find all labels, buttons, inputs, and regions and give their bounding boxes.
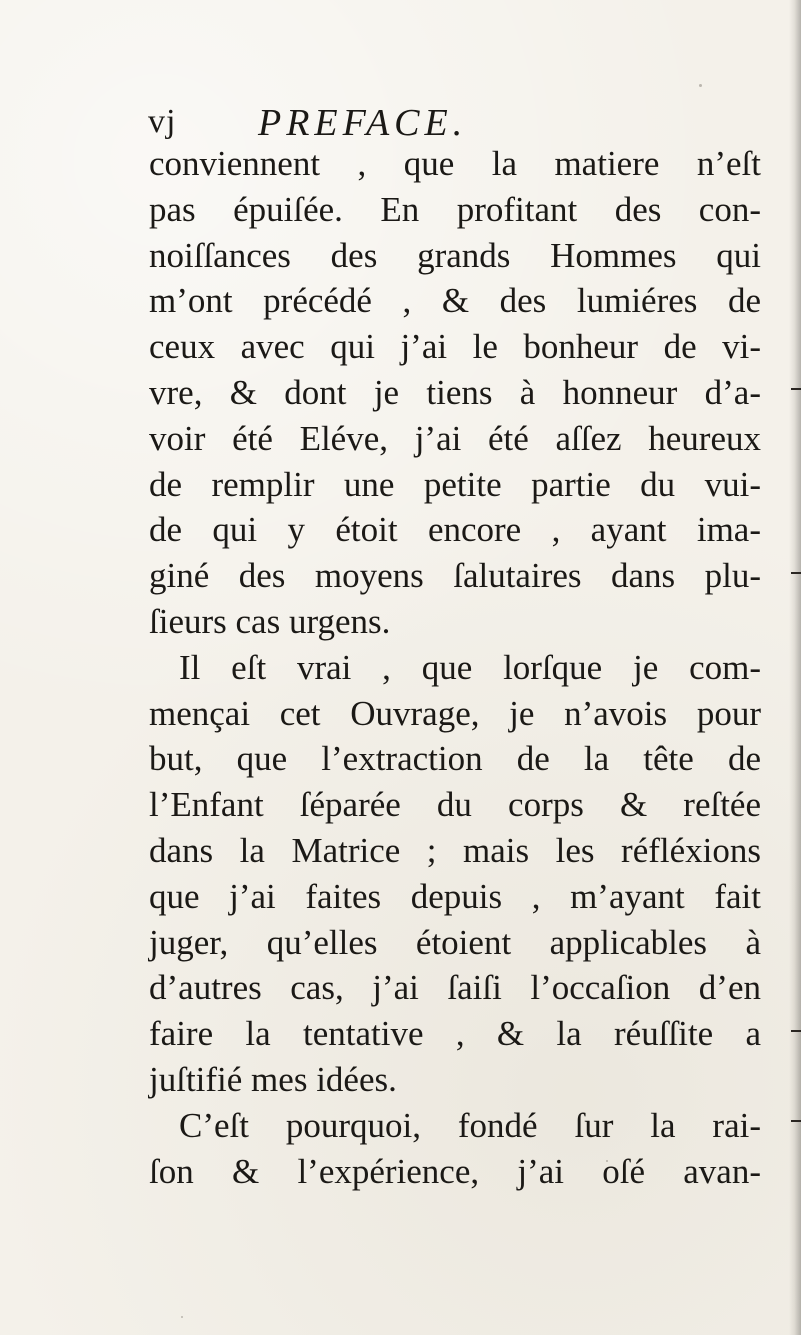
margin-mark xyxy=(791,1120,801,1122)
text-line: mençai cet Ouvrage, je n’avois pour xyxy=(149,693,761,733)
text-line: C’eſt pourquoi, fondé ſur la rai- xyxy=(179,1105,761,1145)
text-line: faire la tentative , & la réuſſite a xyxy=(149,1014,761,1054)
text-line: ceux avec qui j’ai le bonheur de vi- xyxy=(149,327,761,367)
text-line: conviennent , que la matiere n’eſt xyxy=(149,144,761,183)
text-line: voir été Eléve, j’ai été aſſez heureux xyxy=(149,418,761,458)
body-text xyxy=(149,141,761,1194)
text-line: l’Enfant ſéparée du corps & reſtée xyxy=(149,785,761,825)
text-line: de remplir une petite partie du vui- xyxy=(149,464,761,504)
text-line: juger, qu’elles étoient applicables à xyxy=(149,922,761,962)
text-line: d’autres cas, j’ai ſaiſi l’occaſion d’en xyxy=(149,968,761,1008)
text-line: m’ont précédé , & des lumiéres de xyxy=(149,281,761,321)
page-edge-shadow xyxy=(789,0,801,1335)
text-line: pas épuiſée. En profitant des con- xyxy=(149,189,761,229)
text-line: Il eſt vrai , que lorſque je com- xyxy=(179,647,761,687)
text-line: ſieurs cas urgens. xyxy=(149,601,391,641)
text-line: noiſſances des grands Hommes qui xyxy=(149,235,761,275)
text-line: but, que l’extraction de la tête de xyxy=(149,739,761,779)
text-line: giné des moyens ſalutaires dans plu- xyxy=(149,556,761,596)
text-line: ſon & l’expérience, j’ai oſé avan- xyxy=(149,1151,761,1191)
paper-speck xyxy=(181,1316,183,1318)
running-title: PREFACE. xyxy=(258,102,468,144)
running-header xyxy=(148,101,708,145)
text-line: vre, & dont je tiens à honneur d’a- xyxy=(149,372,761,412)
text-line: dans la Matrice ; mais les réfléxions xyxy=(149,830,761,870)
paper-speck xyxy=(699,84,702,87)
margin-mark xyxy=(791,572,801,574)
page-number: vj xyxy=(148,103,177,140)
margin-mark xyxy=(791,1030,801,1032)
margin-mark xyxy=(791,388,801,390)
text-line: que j’ai faites depuis , m’ayant fait xyxy=(149,876,761,916)
text-line: juſtifié mes idées. xyxy=(149,1059,397,1099)
text-line: de qui y étoit encore , ayant ima- xyxy=(149,510,761,550)
